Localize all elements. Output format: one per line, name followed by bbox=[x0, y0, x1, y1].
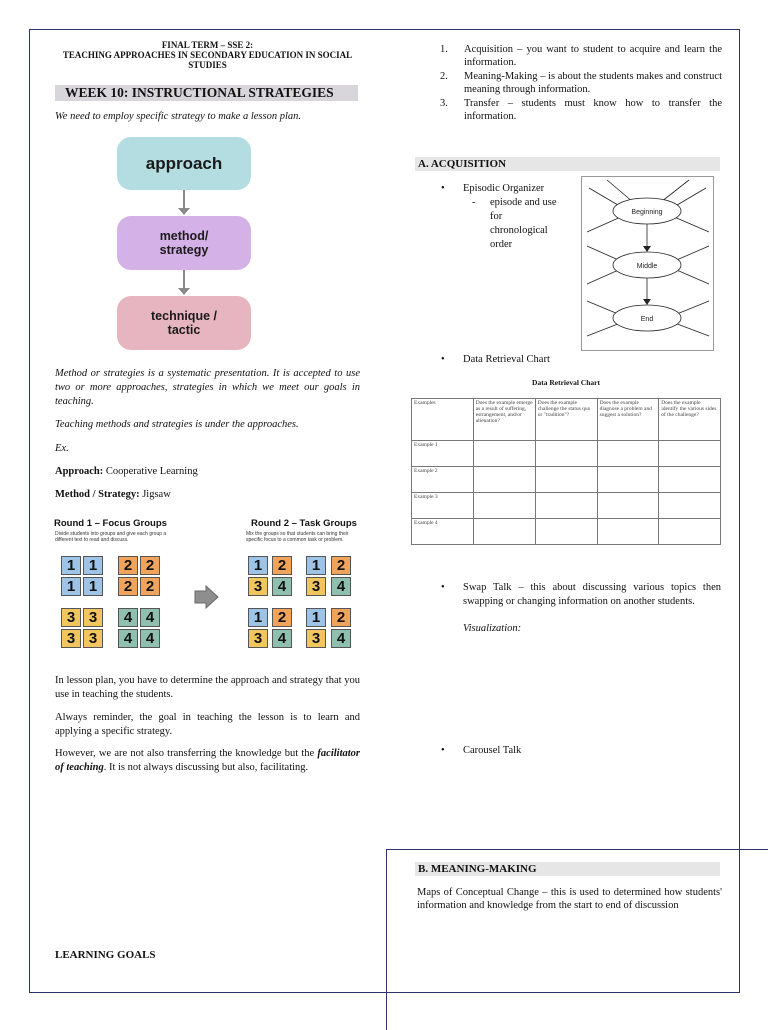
document-header bbox=[55, 40, 360, 70]
methods-under-approaches: Teaching methods and strategies is under the approaches. bbox=[55, 419, 299, 430]
group-cell: 2 bbox=[272, 608, 292, 627]
flow-approach-box bbox=[117, 137, 251, 190]
group-cell: 2 bbox=[331, 556, 351, 575]
group-cell: 1 bbox=[61, 556, 81, 575]
group-cell: 1 bbox=[61, 577, 81, 596]
table-cell: Example 2 bbox=[412, 467, 474, 493]
group-cell: 3 bbox=[248, 577, 268, 596]
table-cell: Example 1 bbox=[412, 441, 474, 467]
table-header-cell: Does the example diagnose a problem and suggest a solution? bbox=[597, 399, 659, 441]
group-cell: 3 bbox=[83, 629, 103, 648]
carousel-talk-item: • Carousel Talk bbox=[441, 745, 522, 756]
group-cell: 2 bbox=[118, 577, 138, 596]
group-cell: 4 bbox=[140, 629, 160, 648]
group-cell: 3 bbox=[61, 608, 81, 627]
table-row bbox=[412, 441, 721, 467]
diagram-beginning-label: Beginning bbox=[631, 209, 663, 216]
flow-arrow-1-head bbox=[178, 208, 190, 215]
table-cell: Example 4 bbox=[412, 519, 474, 545]
group-cell: 3 bbox=[83, 608, 103, 627]
round1-subtitle: Divide students into groups and give each group a different text to read and discuss. bbox=[55, 531, 167, 543]
flow-technique-label-1: technique / bbox=[151, 309, 217, 323]
flow-arrow-1 bbox=[183, 190, 185, 209]
group-cell: 4 bbox=[272, 577, 292, 596]
method-definition: Method or strategies is a systematic presentation. It is accepted to use two or more approaches, strategies in which we meet our goals in teaching. bbox=[55, 368, 360, 407]
example-label: Ex. bbox=[55, 443, 69, 454]
group-cell: 4 bbox=[118, 608, 138, 627]
group-cell: 4 bbox=[118, 629, 138, 648]
group-cell: 2 bbox=[331, 608, 351, 627]
group-cell: 1 bbox=[248, 556, 268, 575]
flow-arrow-2 bbox=[183, 270, 185, 289]
flow-technique-box bbox=[117, 296, 251, 350]
episodic-description: - episode and use for chronological order bbox=[472, 197, 557, 250]
round1-title: Round 1 – Focus Groups bbox=[54, 518, 167, 529]
section-a-title: A. ACQUISITION bbox=[415, 157, 720, 171]
flow-technique-label-2: tactic bbox=[167, 323, 201, 337]
round2-subtitle: Mix the groups so that students can bring their specific focus to a common task or problem. bbox=[246, 531, 349, 543]
group-cell: 3 bbox=[306, 577, 326, 596]
list-item: 2. Meaning-Making – is about the students makes and construct meaning through information. bbox=[440, 71, 722, 95]
group-cell: 2 bbox=[140, 577, 160, 596]
lesson-plan-paragraph: In lesson plan, you have to determine the approach and strategy that you use in teaching the students. bbox=[55, 675, 360, 700]
group-cell: 1 bbox=[306, 556, 326, 575]
table-header-cell: Does the example identify the various sides of the challenge? bbox=[659, 399, 721, 441]
flow-method-label-1: method/ bbox=[159, 229, 209, 243]
swap-talk-item: • Swap Talk – this about discussing various topics then swapping or changing information on another students. bbox=[441, 582, 721, 607]
table-header-cell: Examples bbox=[412, 399, 474, 441]
data-retrieval-table bbox=[411, 398, 721, 545]
group-cell: 2 bbox=[140, 556, 160, 575]
list-item: 3. Transfer – students must know how to transfer the information. bbox=[440, 98, 722, 122]
list-item: 1. Acquisition – you want to student to acquire and learn the information. bbox=[440, 44, 722, 68]
table-header-row bbox=[412, 399, 721, 441]
table-row bbox=[412, 467, 721, 493]
approach-value: Cooperative Learning bbox=[103, 466, 198, 477]
flow-method-box bbox=[117, 216, 251, 270]
group-cell: 1 bbox=[83, 577, 103, 596]
group-cell: 4 bbox=[331, 577, 351, 596]
intro-text: We need to employ specific strategy to make a lesson plan. bbox=[55, 111, 302, 122]
diagram-middle-label: Middle bbox=[636, 263, 658, 270]
group-cell: 3 bbox=[306, 629, 326, 648]
approach-line bbox=[55, 465, 360, 479]
diagram-end-label: End bbox=[640, 316, 654, 323]
table-row bbox=[412, 493, 721, 519]
meaning-making-box bbox=[386, 849, 768, 1030]
header-line2: TEACHING APPROACHES IN SECONDARY EDUCATION IN SOCIAL STUDIES bbox=[62, 50, 353, 70]
group-cell: 4 bbox=[140, 608, 160, 627]
flow-approach-label: approach bbox=[145, 153, 223, 173]
group-cell: 1 bbox=[248, 608, 268, 627]
round2-title: Round 2 – Task Groups bbox=[251, 518, 357, 529]
drc-title: Data Retrieval Chart bbox=[532, 378, 600, 387]
method-label: Method / Strategy: bbox=[55, 489, 140, 500]
table-header-cell: Does the example challenge the status quo or "tradition"? bbox=[535, 399, 597, 441]
group-cell: 1 bbox=[306, 608, 326, 627]
table-header-cell: Does the example emerge as a result of suffering, estrangement, and/or alienation? bbox=[473, 399, 535, 441]
group-cell: 3 bbox=[248, 629, 268, 648]
method-value: Jigsaw bbox=[139, 489, 171, 500]
learning-goals-heading: LEARNING GOALS bbox=[55, 949, 156, 961]
header-line1: FINAL TERM – SSE 2: bbox=[161, 40, 254, 50]
group-cell: 4 bbox=[331, 629, 351, 648]
group-cell: 4 bbox=[272, 629, 292, 648]
facilitator-paragraph bbox=[55, 747, 360, 775]
group-cell: 3 bbox=[61, 629, 81, 648]
method-line bbox=[55, 488, 360, 502]
section-b-title: B. MEANING-MAKING bbox=[415, 862, 720, 876]
strategy-list bbox=[415, 43, 722, 124]
visualization-label: Visualization: bbox=[463, 623, 522, 634]
facilitator-text-c: . It is not always discussing but also, facilitating. bbox=[103, 762, 309, 773]
episodic-organizer-item: • Episodic Organizer bbox=[441, 183, 545, 194]
data-retrieval-item: • Data Retrieval Chart bbox=[441, 354, 550, 365]
table-cell: Example 3 bbox=[412, 493, 474, 519]
approach-label: Approach: bbox=[55, 466, 104, 477]
facilitator-emphasis: facilitator of teaching bbox=[55, 748, 360, 773]
facilitator-text-a: However, we are not also transferring the knowledge but the bbox=[55, 748, 318, 759]
reminder-paragraph: Always reminder, the goal in teaching the lesson is to learn and applying a specific strategy. bbox=[55, 712, 360, 737]
week-title: WEEK 10: INSTRUCTIONAL STRATEGIES bbox=[55, 85, 358, 101]
group-cell: 2 bbox=[272, 556, 292, 575]
episodic-organizer-diagram bbox=[581, 176, 714, 351]
table-row bbox=[412, 519, 721, 545]
group-cell: 2 bbox=[118, 556, 138, 575]
arrow-right-icon bbox=[194, 585, 220, 609]
flow-method-label-2: strategy bbox=[159, 243, 209, 257]
conceptual-change-text: Maps of Conceptual Change – this is used to determined how students' information and knowledge from the start to end of discussion bbox=[417, 887, 722, 911]
flow-arrow-2-head bbox=[178, 288, 190, 295]
group-cell: 1 bbox=[83, 556, 103, 575]
